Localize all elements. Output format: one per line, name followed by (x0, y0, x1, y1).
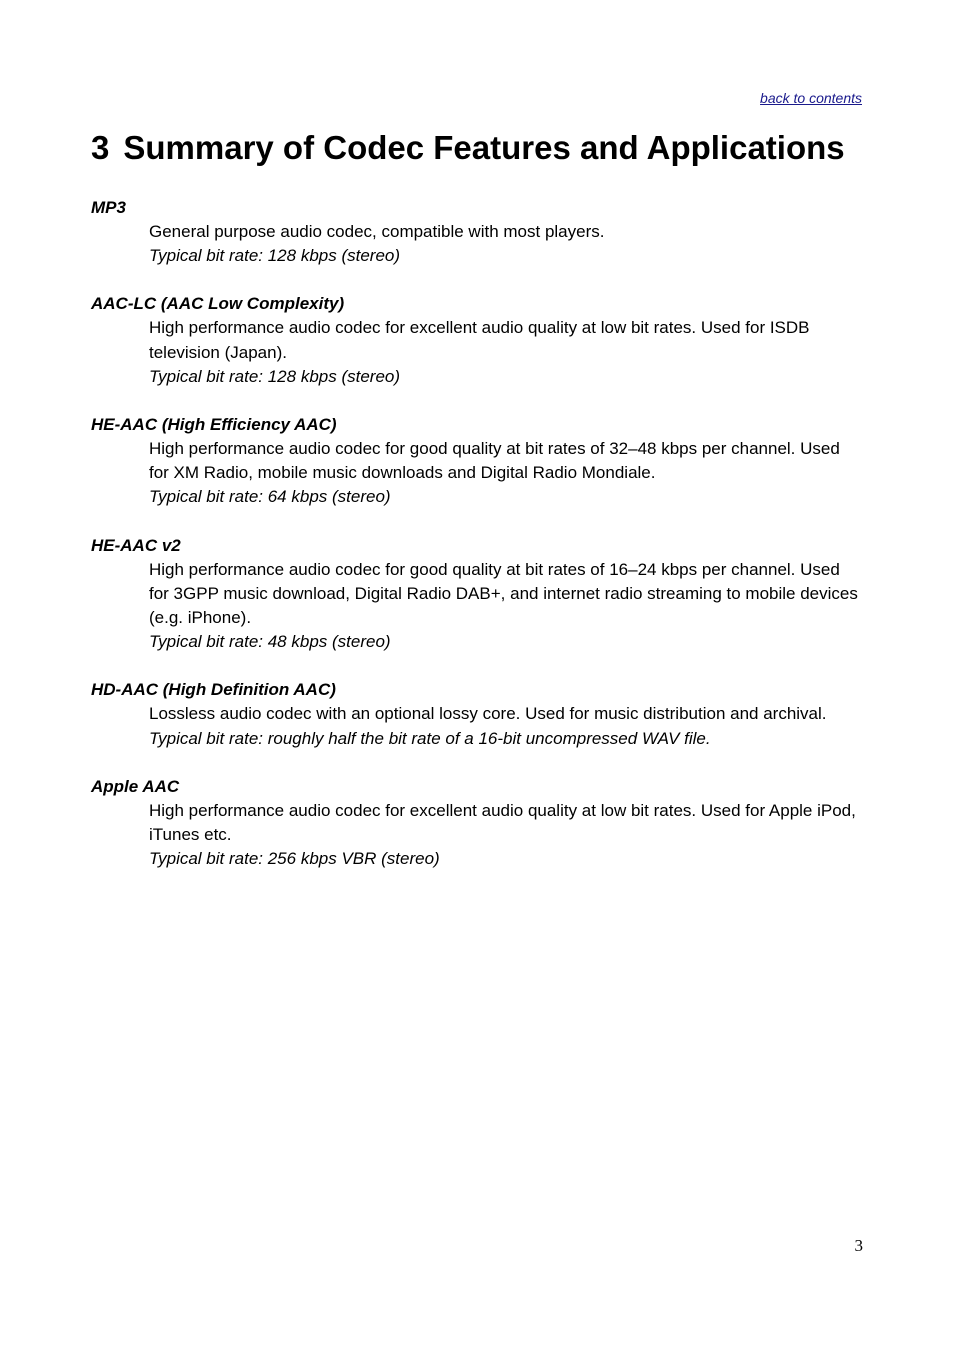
codec-entry-hd-aac (91, 678, 861, 750)
codec-body (149, 220, 861, 268)
codec-list (91, 196, 861, 895)
codec-description: General purpose audio codec, compatible with most players. (149, 222, 605, 241)
back-to-contents-link[interactable]: back to contents (760, 90, 862, 106)
codec-name: HE-AAC (High Efficiency AAC) (91, 415, 337, 435)
codec-bit-rate: Typical bit rate: 128 kbps (stereo) (149, 366, 401, 386)
codec-body (149, 799, 861, 872)
codec-entry-he-aac-v2 (91, 534, 861, 655)
section-number: 3 (91, 129, 110, 166)
codec-entry-apple-aac (91, 775, 861, 872)
codec-entry-aac-lc (91, 292, 861, 389)
codec-description: Lossless audio codec with an optional lossy core. Used for music distribution and archival. (149, 704, 827, 724)
codec-body (149, 316, 861, 389)
section-title: Summary of Codec Features and Applications (123, 129, 845, 166)
page-number: 3 (854, 1236, 863, 1255)
codec-description: High performance audio codec for good quality at bit rates of 16–24 kbps per channel. Used for 3GPP music download, Digital Radio DAB+, and internet radio streaming to mobile devices (e.g. iPhone). (149, 559, 858, 628)
codec-name: HD-AAC (High Definition AAC) (91, 680, 336, 700)
codec-body (149, 558, 861, 655)
codec-name: HE-AAC v2 (91, 535, 181, 555)
codec-name: AAC-LC (AAC Low Complexity) (91, 294, 345, 314)
codec-entry-mp3 (91, 196, 861, 268)
codec-bit-rate: Typical bit rate: roughly half the bit rate of a 16-bit uncompressed WAV file. (149, 728, 711, 748)
codec-bit-rate: Typical bit rate: 256 kbps VBR (stereo) (149, 849, 440, 869)
page-title (91, 128, 845, 168)
codec-body (149, 702, 861, 750)
codec-description: High performance audio codec for excellent audio quality at low bit rates. Used for ISDB television (Japan). (149, 318, 810, 362)
codec-name: MP3 (91, 198, 126, 217)
codec-description: High performance audio codec for excellent audio quality at low bit rates. Used for Apple iPod, iTunes etc. (149, 800, 856, 845)
codec-bit-rate: Typical bit rate: 128 kbps (stereo) (149, 246, 401, 266)
codec-description: High performance audio codec for good quality at bit rates of 32–48 kbps per channel. Used for XM Radio, mobile music downloads and Digital Radio Mondiale. (149, 439, 840, 483)
codec-entry-he-aac (91, 413, 861, 510)
codec-bit-rate: Typical bit rate: 64 kbps (stereo) (149, 487, 391, 507)
codec-bit-rate: Typical bit rate: 48 kbps (stereo) (149, 632, 391, 652)
codec-body (149, 437, 861, 510)
codec-name: Apple AAC (91, 776, 180, 796)
